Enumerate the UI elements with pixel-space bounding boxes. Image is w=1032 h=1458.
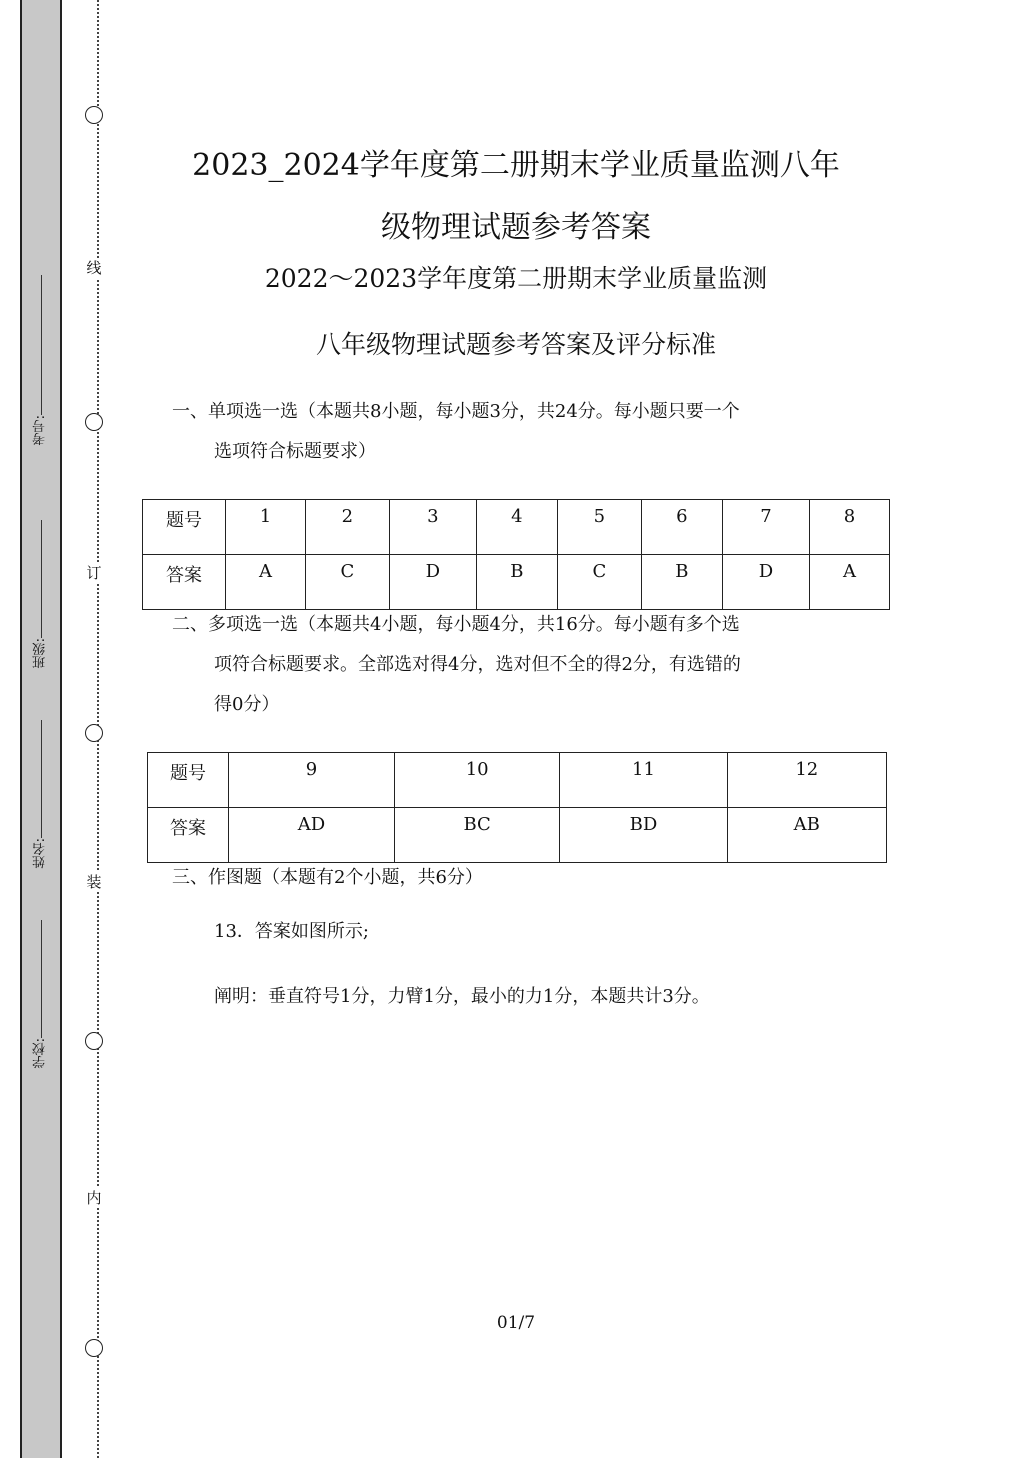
- section2-line2: 项符合标题要求。全部选对得4分，选对但不全的得2分，有选错的: [214, 654, 741, 675]
- table-row: [143, 500, 890, 555]
- sub-title-line1: 2022～2023学年度第二册期末学业质量监测: [264, 264, 768, 293]
- section2-heading: [172, 605, 872, 725]
- binding-hole: [85, 1339, 103, 1357]
- section1-line2: 选项符合标题要求）: [214, 441, 376, 462]
- question-number-cell: 3: [389, 500, 476, 555]
- scoring-note: 阐明：垂直符号1分，力臂1分，最小的力1分，本题共计3分。: [214, 986, 710, 1007]
- table-row: [148, 753, 887, 808]
- question-number-cell: 10: [394, 753, 559, 808]
- answer-cell: A: [809, 555, 889, 610]
- answer-cell: D: [389, 555, 476, 610]
- section2-line1: 二、多项选一选（本题共4小题，每小题4分，共16分。每小题有多个选: [172, 614, 740, 635]
- binding-hole: [85, 106, 103, 124]
- school-field[interactable]: [28, 920, 54, 1068]
- answer-cell: AD: [229, 808, 395, 863]
- table-header-cell: 答案: [143, 555, 226, 610]
- question-number-cell: 5: [557, 500, 641, 555]
- name-blank: [41, 720, 42, 838]
- question-number-cell: 1: [226, 500, 306, 555]
- question-number-cell: 9: [229, 753, 395, 808]
- binding-char-nei: 内: [84, 1188, 104, 1208]
- school-blank: [41, 920, 42, 1038]
- question-number-cell: 7: [722, 500, 809, 555]
- question-number-cell: 11: [560, 753, 727, 808]
- answer-cell: A: [226, 555, 306, 610]
- sub-title-line2: 八年级物理试题参考答案及评分标准: [315, 330, 716, 359]
- main-title-line2: 级物理试题参考答案: [381, 210, 651, 245]
- exam-number-label: 考号:: [33, 415, 48, 446]
- answer-cell: AB: [727, 808, 886, 863]
- class-blank: [41, 520, 42, 638]
- main-title-line1: 2023_2024学年度第二册期末学业质量监测八年: [192, 148, 840, 183]
- question-number-cell: 8: [809, 500, 889, 555]
- table-header-cell: 题号: [148, 753, 229, 808]
- table-header-cell: 答案: [148, 808, 229, 863]
- answer-cell: C: [557, 555, 641, 610]
- class-label: 班级:: [33, 638, 48, 669]
- question-number-cell: 2: [305, 500, 389, 555]
- binding-char-zhuang: 装: [84, 872, 104, 892]
- single-choice-answer-table: [142, 499, 890, 610]
- section1-line1: 一、单项选一选（本题共8小题，每小题3分，共24分。每小题只要一个: [172, 401, 740, 422]
- section3-heading: 三、作图题（本题有2个小题，共6分）: [172, 867, 483, 888]
- answer-cell: C: [305, 555, 389, 610]
- multi-choice-answer-table: [147, 752, 887, 863]
- answer-cell: D: [722, 555, 809, 610]
- question-number-cell: 6: [641, 500, 722, 555]
- name-label: 姓名:: [33, 838, 48, 869]
- answer-cell: BC: [394, 808, 559, 863]
- question-number-cell: 12: [727, 753, 886, 808]
- page-number: 01/7: [496, 1313, 536, 1333]
- answer-cell: B: [476, 555, 557, 610]
- table-row: [148, 808, 887, 863]
- section2-line3: 得0分）: [214, 694, 280, 715]
- answer-cell: BD: [560, 808, 727, 863]
- binding-hole: [85, 724, 103, 742]
- class-field[interactable]: [28, 520, 54, 668]
- binding-char-xian: 线: [84, 258, 104, 278]
- binding-hole: [85, 1032, 103, 1050]
- answer-cell: B: [641, 555, 722, 610]
- question13-answer: 13．答案如图所示;: [214, 921, 369, 942]
- school-label: 学校:: [33, 1038, 48, 1069]
- section1-heading: [172, 392, 872, 472]
- name-field[interactable]: [28, 720, 54, 868]
- binding-hole: [85, 413, 103, 431]
- question-number-cell: 4: [476, 500, 557, 555]
- table-row: [143, 555, 890, 610]
- binding-char-ding: 订: [84, 563, 104, 583]
- table-header-cell: 题号: [143, 500, 226, 555]
